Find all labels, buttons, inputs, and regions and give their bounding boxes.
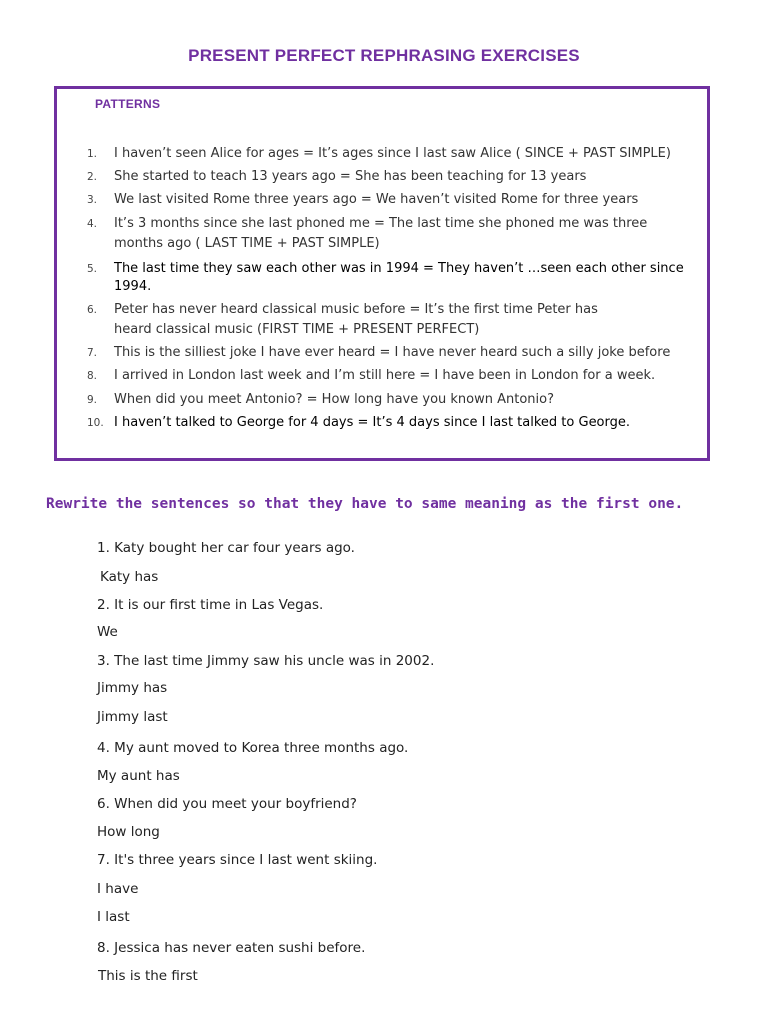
patterns-box: [54, 86, 710, 461]
exercise-answer-start: This is the first: [98, 968, 198, 984]
pattern-text: It’s 3 months since she last phoned me = The last time she phoned me was three: [114, 216, 648, 231]
exercise-answer-start: Jimmy has: [97, 680, 168, 696]
pattern-text: The last time they saw each other was in 1994 = They haven’t …seen each other since: [114, 261, 684, 276]
exercise-prompt: 1. Katy bought her car four years ago.: [97, 540, 355, 556]
pattern-text-continued: months ago ( LAST TIME + PAST SIMPLE): [114, 236, 380, 251]
pattern-text: Peter has never heard classical music before = It’s the first time Peter has: [114, 302, 598, 317]
exercise-prompt: 2. It is our first time in Las Vegas.: [97, 597, 324, 613]
pattern-number: 9.: [87, 394, 98, 406]
pattern-number: 8.: [87, 370, 98, 382]
pattern-text-continued: 1994.: [114, 279, 152, 294]
pattern-text: She started to teach 13 years ago = She has been teaching for 13 years: [114, 169, 587, 184]
pattern-number: 6.: [87, 304, 98, 316]
pattern-text: I haven’t seen Alice for ages = It’s ages since I last saw Alice ( SINCE + PAST SIMPLE): [114, 146, 671, 161]
exercise-prompt: 6. When did you meet your boyfriend?: [97, 796, 357, 812]
pattern-text: I haven’t talked to George for 4 days = It’s 4 days since I last talked to George.: [114, 415, 631, 430]
exercise-answer-start: My aunt has: [97, 768, 180, 784]
exercise-prompt: 8. Jessica has never eaten sushi before.: [97, 940, 366, 956]
pattern-number: 5.: [87, 263, 98, 275]
exercise-answer-start: I last: [97, 909, 130, 925]
pattern-number: 4.: [87, 218, 98, 230]
patterns-label: PATTERNS: [95, 97, 161, 111]
exercise-answer-start: How long: [97, 824, 160, 840]
exercise-answer-start: Jimmy last: [97, 709, 168, 725]
instructions-heading: Rewrite the sentences so that they have to same meaning as the first one.: [46, 496, 684, 512]
pattern-number: 2.: [87, 171, 98, 183]
exercise-prompt: 7. It's three years since I last went skiing.: [97, 852, 378, 868]
page-title: PRESENT PERFECT REPHRASING EXERCISES: [188, 46, 580, 65]
exercise-answer-start: I have: [97, 881, 139, 897]
pattern-number: 1.: [87, 148, 98, 160]
pattern-list: [57, 89, 707, 458]
pattern-text-continued: heard classical music (FIRST TIME + PRESENT PERFECT): [114, 322, 480, 337]
pattern-number: 7.: [87, 347, 98, 359]
pattern-number: 3.: [87, 194, 98, 206]
pattern-number: 10.: [87, 417, 104, 429]
exercise-answer-start: We: [97, 624, 118, 640]
pattern-text: This is the silliest joke I have ever heard = I have never heard such a silly joke before: [114, 345, 671, 360]
pattern-text: I arrived in London last week and I’m still here = I have been in London for a week.: [114, 368, 656, 383]
pattern-text: When did you meet Antonio? = How long have you known Antonio?: [114, 392, 555, 407]
exercise-answer-start: Katy has: [100, 569, 159, 585]
pattern-text: We last visited Rome three years ago = We haven’t visited Rome for three years: [114, 192, 639, 207]
exercise-prompt: 3. The last time Jimmy saw his uncle was in 2002.: [97, 653, 435, 669]
exercise-prompt: 4. My aunt moved to Korea three months ago.: [97, 740, 409, 756]
